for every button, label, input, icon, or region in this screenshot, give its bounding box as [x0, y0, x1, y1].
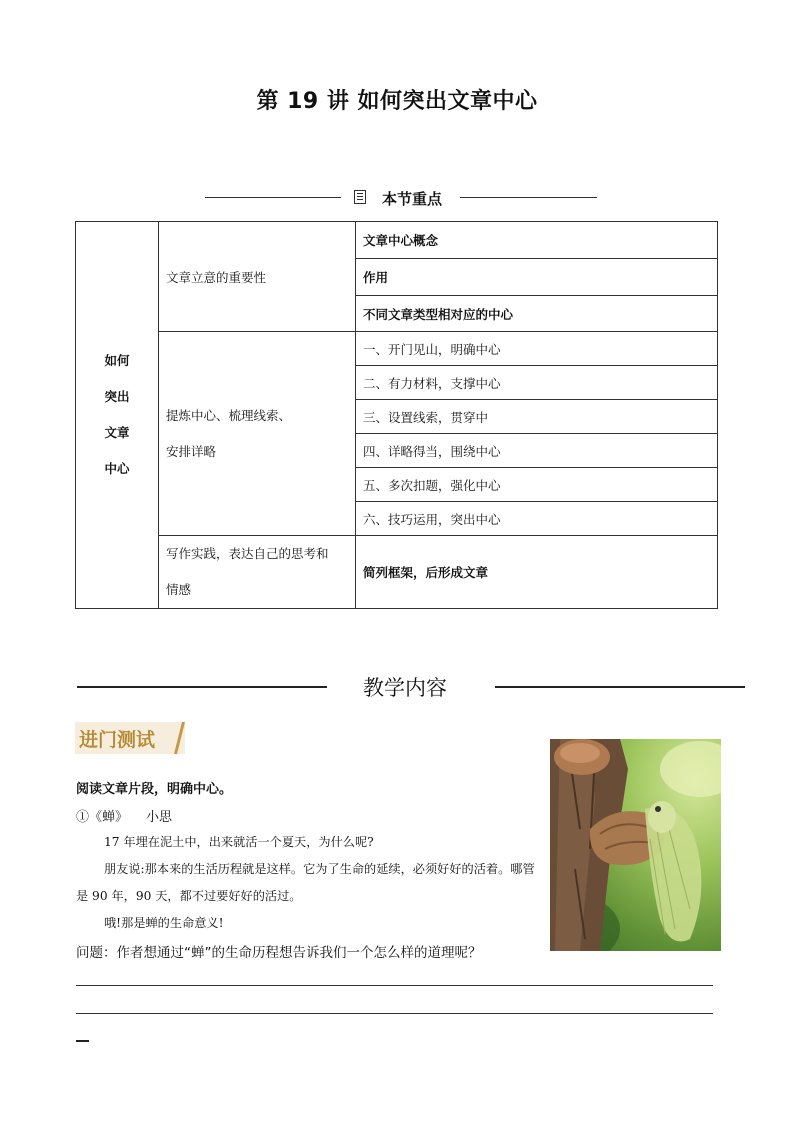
keypoints-header — [200, 186, 600, 210]
answer-line — [76, 1013, 713, 1014]
source-line — [76, 806, 172, 825]
outline-item: 文章中心概念 — [356, 222, 718, 259]
answer-line — [76, 985, 713, 986]
source-title: ①《蝉》 — [76, 810, 129, 825]
badge-label: 进门测试 — [79, 729, 156, 751]
lesson-outline-table — [75, 221, 718, 609]
group-label: 提炼中心、梳理线索、 安排详略 — [159, 332, 356, 536]
divider-left — [205, 197, 341, 198]
page-title: 第 19 讲 如何突出文章中心 — [256, 89, 538, 114]
table-row — [76, 222, 718, 259]
instruction: 阅读文章片段，明确中心。 — [76, 782, 233, 797]
cicada-photo — [550, 739, 721, 951]
outline-item: 简列框架，后形成文章 — [356, 536, 718, 609]
keypoints-label: 本节重点 — [382, 190, 443, 208]
divider-right — [495, 686, 745, 688]
outline-item: 三、设置线索，贯穿中 — [356, 400, 718, 434]
question: 问题：作者想通过“蝉”的生命历程想告诉我们一个怎么样的道理呢？ — [76, 945, 482, 961]
section-title: 教学内容 — [363, 676, 447, 700]
badge-slant — [174, 722, 185, 754]
passage-paragraph: 朋友说:那本来的生活历程就是这样。它为了生命的延续，必须好好的活着。哪管是 90 年，90 天，都不过要好好的活过。 — [76, 862, 535, 903]
section-badge — [75, 722, 185, 754]
table-row — [76, 536, 718, 609]
passage-paragraph: 17 年埋在泥土中，出来就活一个夏天，为什么呢? — [104, 835, 374, 849]
passage-paragraph: 哦!那是蝉的生命意义! — [104, 916, 224, 930]
outline-item: 作用 — [356, 259, 718, 296]
divider-left — [77, 686, 327, 688]
section-header — [75, 672, 747, 702]
list-document-icon — [354, 190, 366, 204]
outline-item: 二、有力材料，支撑中心 — [356, 366, 718, 400]
table-row — [76, 332, 718, 366]
group-label: 写作实践，表达自己的思考和 情感 — [159, 536, 356, 609]
outline-item: 一、开门见山，明确中心 — [356, 332, 718, 366]
outline-item: 六、技巧运用，突出中心 — [356, 502, 718, 536]
group-label: 文章立意的重要性 — [159, 222, 356, 332]
divider-right — [460, 197, 597, 198]
cicada-illustration — [550, 739, 721, 951]
outline-item: 四、详略得当，围绕中心 — [356, 434, 718, 468]
answer-line-stub — [76, 1040, 89, 1042]
outline-item: 不同文章类型相对应的中心 — [356, 296, 718, 332]
topic-cell: 如何 突出 文章 中心 — [76, 222, 159, 609]
source-author: 小思 — [146, 810, 173, 825]
outline-item: 五、多次扣题，强化中心 — [356, 468, 718, 502]
